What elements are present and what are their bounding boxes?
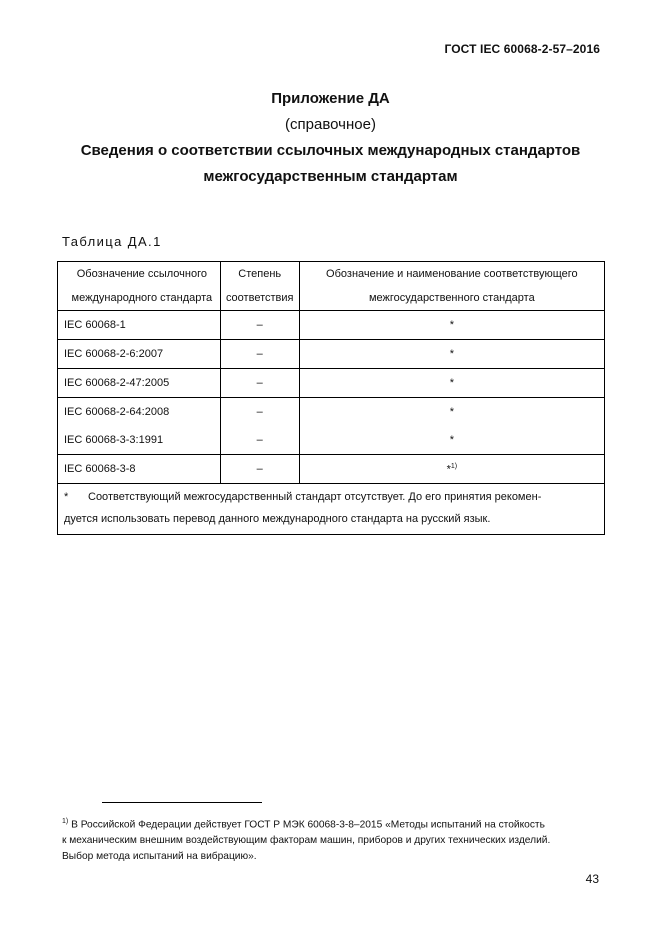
footnote-line1 — [62, 814, 602, 833]
cell-designation: IEC 60068-2-6:2007 — [58, 340, 221, 369]
cell-national: * — [299, 398, 604, 427]
cell-national-star: * — [446, 463, 451, 476]
correspondence-table — [57, 261, 605, 535]
note-text-line1: Соответствующий межгосударственный стандарт отсутствует. До его принятия рекомен- — [88, 491, 542, 503]
cell-designation: IEC 60068-2-47:2005 — [58, 369, 221, 398]
footnote-marker: 1) — [62, 818, 69, 825]
standard-code-header: ГОСТ IEC 60068-2-57–2016 — [444, 42, 600, 56]
table-row — [58, 398, 605, 427]
cell-designation: IEC 60068-3-3:1991 — [58, 426, 221, 455]
footnote-separator — [102, 802, 262, 803]
cell-degree: – — [220, 340, 299, 369]
cell-national: * — [299, 311, 604, 340]
table-row — [58, 369, 605, 398]
table-row — [58, 426, 605, 455]
header-national-line2: межгосударственного стандарта — [368, 292, 535, 304]
table-note — [58, 484, 605, 535]
header-designation — [58, 262, 221, 311]
cell-degree: – — [220, 311, 299, 340]
header-degree-line2: соответствия — [225, 292, 294, 304]
table-row — [58, 311, 605, 340]
table-note-row — [58, 484, 605, 535]
cell-degree: – — [220, 369, 299, 398]
footnote-ref: 1) — [450, 462, 458, 470]
header-national-line1: Обозначение и наименование соответствующего — [326, 268, 578, 280]
cell-national: * — [299, 340, 604, 369]
footnote-text-line2: к механическим внешним воздействующим факторам машин, приборов и других технических изделий. — [62, 834, 551, 846]
footnote — [62, 814, 602, 864]
page-number: 43 — [585, 872, 599, 886]
header-national — [299, 262, 604, 311]
table-header-row — [58, 262, 605, 311]
table-row — [58, 455, 605, 484]
table-row — [58, 340, 605, 369]
cell-designation: IEC 60068-2-64:2008 — [58, 398, 221, 427]
cell-degree: – — [220, 426, 299, 455]
header-degree — [220, 262, 299, 311]
header-designation-line2: международного стандарта — [71, 292, 213, 304]
cell-national — [299, 455, 604, 484]
note-text-line2: дуется использовать перевод данного международного стандарта на русский язык. — [64, 513, 491, 525]
note-marker: * — [64, 491, 69, 503]
annex-title: Приложение ДА — [271, 90, 390, 107]
cell-degree: – — [220, 455, 299, 484]
cell-designation: IEC 60068-1 — [58, 311, 221, 340]
cell-national: * — [299, 426, 604, 455]
header-degree-line1: Степень — [238, 268, 282, 280]
cell-national: * — [299, 369, 604, 398]
cell-designation: IEC 60068-3-8 — [58, 455, 221, 484]
annex-subtitle-line1: Сведения о соответствии ссылочных международных стандартов — [80, 142, 581, 159]
footnote-text-line3: Выбор метода испытаний на вибрацию». — [62, 850, 257, 862]
cell-degree: – — [220, 398, 299, 427]
annex-status: (справочное) — [285, 116, 376, 133]
footnote-text-line1: В Российской Федерации действует ГОСТ Р МЭК 60068-3-8–2015 «Методы испытаний на стойкость — [68, 819, 545, 831]
header-designation-line1: Обозначение ссылочного — [76, 268, 207, 280]
note-line1 — [64, 486, 598, 508]
annex-subtitle-line2: межгосударственным стандартам — [203, 168, 458, 185]
table-caption: Таблица ДА.1 — [62, 234, 162, 249]
